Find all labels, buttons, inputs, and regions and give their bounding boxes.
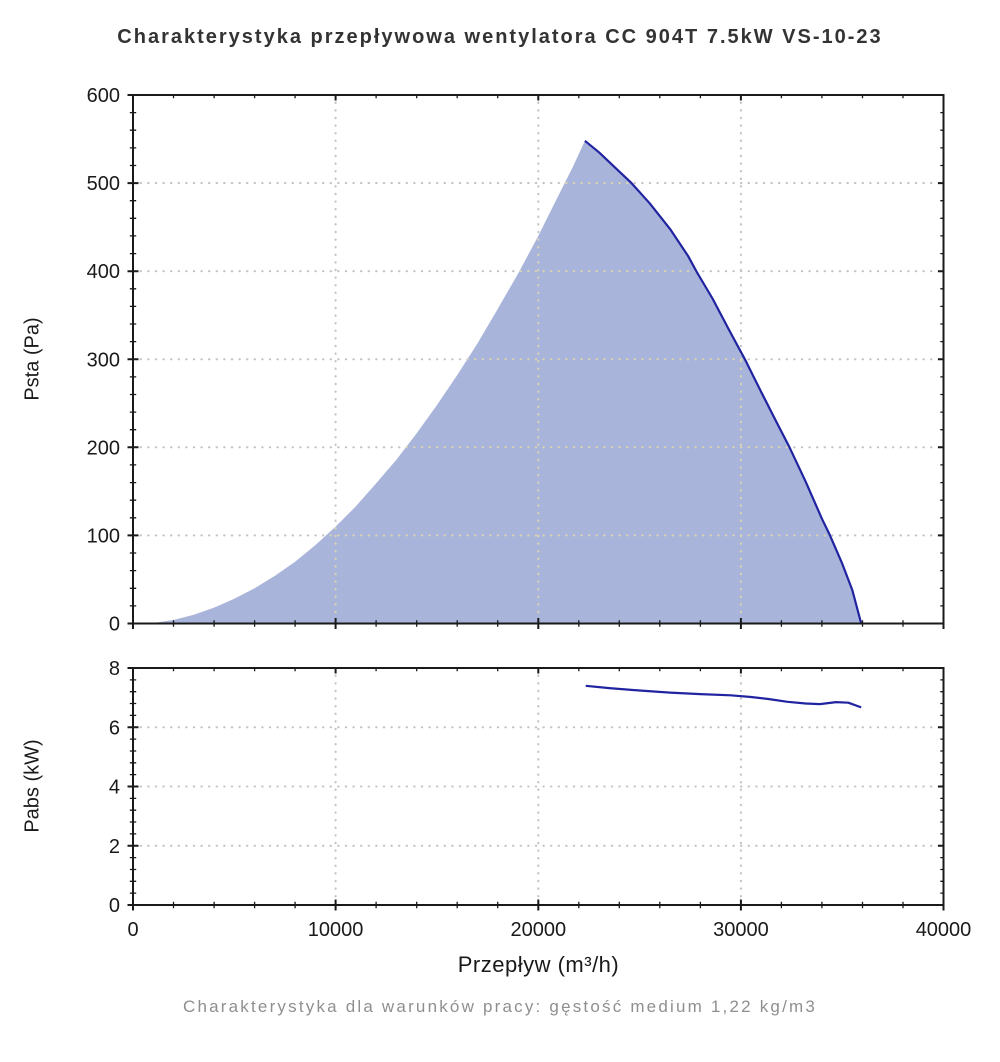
y-tick-label: 100 (86, 525, 120, 548)
y-tick-label: 4 (108, 776, 120, 799)
x-axis-title: Przepływ (m³/h) (457, 952, 620, 977)
y-tick-label: 8 (108, 658, 120, 680)
y-tick-label: 500 (86, 173, 120, 196)
y-tick-label: 200 (86, 437, 120, 460)
x-tick-label: 30000 (713, 919, 769, 941)
psta-plot (87, 85, 944, 636)
footer-note: Charakterystyka dla warunków pracy: gęstość medium 1,22 kg/m3 (182, 997, 818, 1016)
y-tick-label: 600 (86, 85, 120, 107)
pabs-plot (109, 658, 971, 941)
y-tick-label: 300 (86, 349, 120, 372)
psta-axis-title: Psta (Pa) (21, 317, 44, 401)
y-tick-labels (87, 85, 120, 636)
power-curve-line (586, 686, 862, 708)
pabs-axis-title: Pabs (kW) (21, 739, 44, 833)
y-tick-label: 0 (108, 895, 120, 917)
chart-title: Charakterystyka przepływowa wentylatora CC 904T 7.5kW VS-10-23 (117, 26, 883, 48)
y-tick-label: 0 (108, 613, 120, 636)
x-tick-label: 40000 (915, 919, 972, 941)
y-tick-label: 2 (108, 835, 120, 858)
y-tick-label: 400 (86, 261, 120, 284)
y-tick-label: 6 (108, 717, 120, 740)
x-tick-label: 20000 (510, 919, 567, 941)
x-tick-label: 10000 (307, 919, 364, 941)
x-tick-labels (127, 919, 971, 941)
y-tick-labels (109, 658, 120, 917)
operating-area-fill (149, 141, 861, 624)
x-tick-label: 0 (127, 919, 139, 941)
